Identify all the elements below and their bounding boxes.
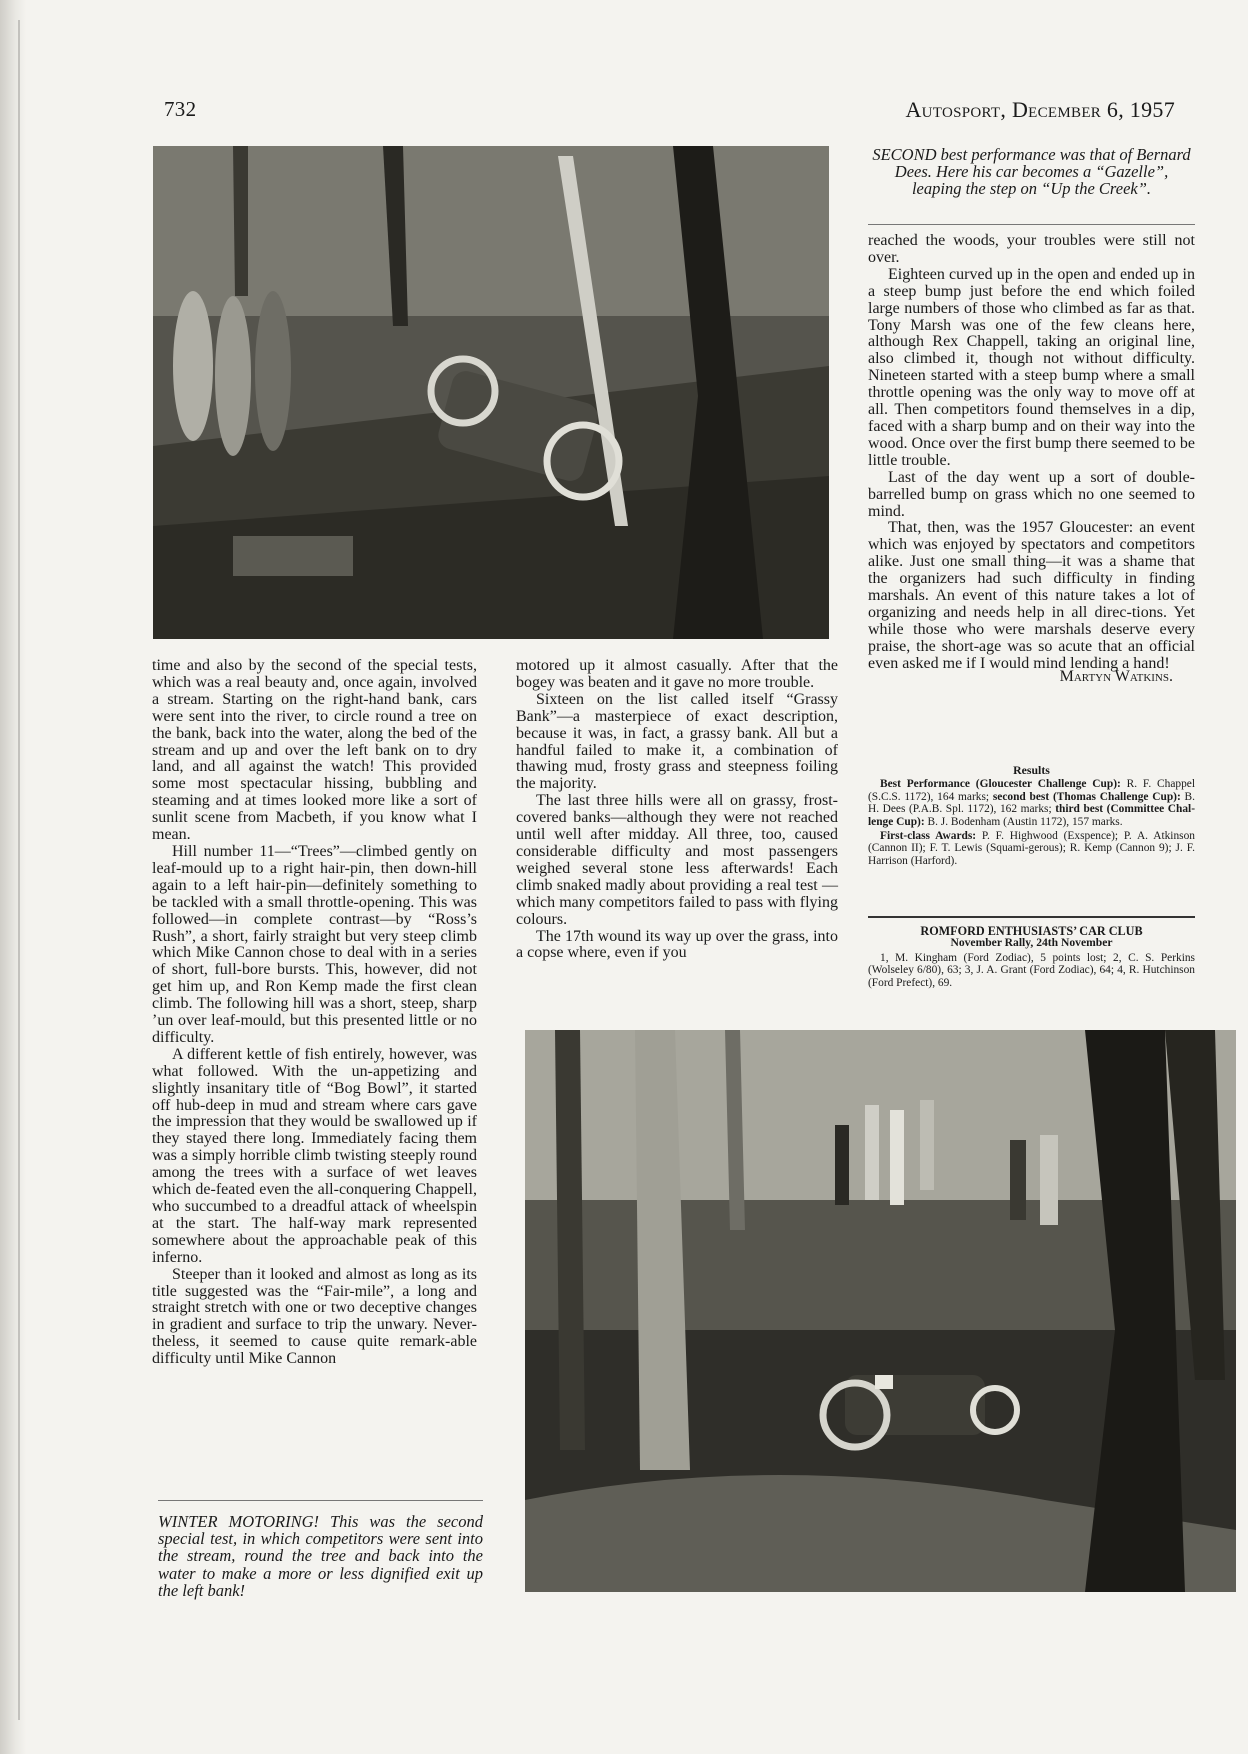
- results-heading: Results: [1013, 763, 1050, 777]
- page-spine-shadow: [0, 0, 26, 1754]
- award-label: Best Performance (Gloucester Challenge Cup):: [880, 778, 1121, 791]
- binding-edge: [18, 20, 20, 1720]
- caption-divider: [868, 224, 1195, 225]
- paragraph: time and also by the second of the special tests, which was a real beauty and, once again, involved a stream. Starting on the right-hand bank, cars were sent into the river, to circle round a tree on the bank, back into the water, along the bed of the stream and up and over the left bank on to dry land, and all against the watch! This provided some most spectacular hissing, bubbling and steaming and at times looked more like a sort of sunlit scene from Macbeth, if you know what I mean.: [152, 657, 477, 844]
- club-subheading: November Rally, 24th November: [950, 936, 1113, 950]
- bottom-photo-caption: WINTER MOTORING! This was the second special test, in which competitors were sent into the stream, round the tree and back into the water to make a more or less dignified exit up the left bank!: [158, 1512, 483, 1600]
- author-byline: Martyn Watkins.: [1059, 667, 1173, 685]
- paragraph: A different kettle of fish entirely, however, was what followed. With the un-appetizing and slightly insanitary title of “Bog Bowl”, it started off hub-deep in mud and stream where cars gave the impression that they would be swallowed up if they stayed there long. Immediately facing them was a simply horrible climb twisting steeply round among the trees with a surface of wet leaves which de-feated even the all-conquering Chappell, who succumbed to a dreadful attack of wheelspin at the start. The half-way mark represented somewhere about the approachable peak of this inferno.: [152, 1045, 477, 1266]
- bottom-photo-illustration: [525, 1030, 1236, 1592]
- paragraph: Sixteen on the list called itself “Grassy Bank”—a masterpiece of exact description, because it was, in fact, a grassy bank. All but a handful failed to make it, a combination of thawing mud, frosty grass and steepness foiling the majority.: [516, 690, 838, 793]
- top-photo-illustration: [153, 146, 829, 639]
- results-box: [868, 764, 1195, 869]
- bottom-photo: [525, 1030, 1236, 1592]
- award-text: P. F. Highwood (Exspence); P. A. Atkinson (Cannon II); F. T. Lewis (Squami-gerous); R. Kemp (Cannon 9); J. F. Harrison (Harford).: [868, 830, 1195, 867]
- top-photo: [153, 146, 829, 639]
- running-header: Autosport, December 6, 1957: [905, 97, 1175, 122]
- top-photo-caption: SECOND best performance was that of Bernard Dees. Here his car becomes a “Gazelle”, leaping the step on “Up the Creek”.: [872, 145, 1191, 199]
- paragraph: The 17th wound its way up over the grass, into a copse where, even if you: [516, 927, 838, 962]
- results-firstclass: [868, 830, 1195, 867]
- paragraph: Last of the day went up a sort of double-barrelled bump on grass which no one seemed to mind.: [868, 468, 1195, 520]
- section-divider: [868, 916, 1195, 918]
- club-results-text: 1, M. Kingham (Ford Zodiac), 5 points lost; 2, C. S. Perkins (Wolseley 6/80), 63; 3, J. A. Grant (Ford Zodiac), 64; 4, R. Hutchinson (Ford Prefect), 69.: [868, 951, 1195, 989]
- award-text: B. H. Dees (P.A.B. Spl. 1172), 162 marks;: [868, 790, 1195, 816]
- award-label: First-class Awards:: [880, 830, 977, 843]
- award-label: third best (Committee Chal-lenge Cup):: [868, 803, 1195, 828]
- award-text: R. F. Chappel (S.C.S. 1172), 164 marks;: [868, 778, 1195, 803]
- paragraph: motored up it almost casually. After that the bogey was beaten and it gave no more trouble.: [516, 657, 838, 691]
- caption-divider: [158, 1500, 483, 1501]
- club-heading: ROMFORD ENTHUSIASTS’ CAR CLUB: [920, 924, 1143, 938]
- page-number: 732: [164, 97, 197, 121]
- paragraph: Hill number 11—“Trees”—climbed gently on leaf-mould up to a right hair-pin, then down-hill again to a left hair-pin—definitely something to be tackled with a small throttle-opening. This was followed—in complete contrast—by “Ross’s Rush”, a short, fairly straight but very steep climb which Mike Cannon chose to deal with in a series of short, full-bore bursts. This, however, did not get him up, and Ron Kemp made the first clean climb. The following hill was a short, steep, sharp ’un over leaf-mould, but this presented little or no difficulty.: [152, 842, 477, 1046]
- paragraph: The last three hills were all on grassy, frost-covered banks—although they were not reached until well after midday. All three, too, caused considerable difficulty and most passengers weighed several stone less afterwards! Each climb snaked madly about providing a real test —which many competitors failed to pass with flying colours.: [516, 792, 838, 928]
- results-awards: [868, 778, 1195, 828]
- paragraph: Eighteen curved up in the open and ended up in a steep bump just before the end which foiled large numbers of those who climbed as far as that. Tony Marsh was one of the few cleans here, although Rex Chappell, taking an original line, also climbed it, though not without difficulty. Nineteen started with a steep bump where a small throttle opening was the only way to move off at all. Then competitors found themselves in a dip, faced with a sharp bump and on their way into the wood. Once over the first bump there seemed to be little trouble.: [868, 265, 1196, 469]
- paragraph: Steeper than it looked and almost as long as its title suggested was the “Fair-mile”, a long and straight stretch with one or two deceptive changes in gradient and surface to trip the unwary. Never-theless, it seemed to cause quite remark-able difficulty until Mike Cannon: [152, 1265, 477, 1368]
- paragraph: reached the woods, your troubles were still not over.: [868, 232, 1195, 266]
- award-label: second best (Thomas Challenge Cup):: [992, 790, 1181, 803]
- article-column-3: [868, 233, 1195, 685]
- club-results: [868, 925, 1195, 989]
- award-text: B. J. Bodenham (Austin 1172), 157 marks.: [924, 815, 1123, 828]
- paragraph: That, then, was the 1957 Gloucester: an event which was enjoyed by spectators and competitors alike. Just one small thing—it was a shame that the organizers had such difficulty in finding marshals. An event of this nature takes a lot of organizing and needs help in all direc-tions. Yet while those who were marshals deserve every praise, the short-age was so acute that an official even asked me if I would mind lending a hand!: [868, 519, 1195, 672]
- article-column-1: [152, 658, 477, 1368]
- article-column-2: [516, 658, 838, 962]
